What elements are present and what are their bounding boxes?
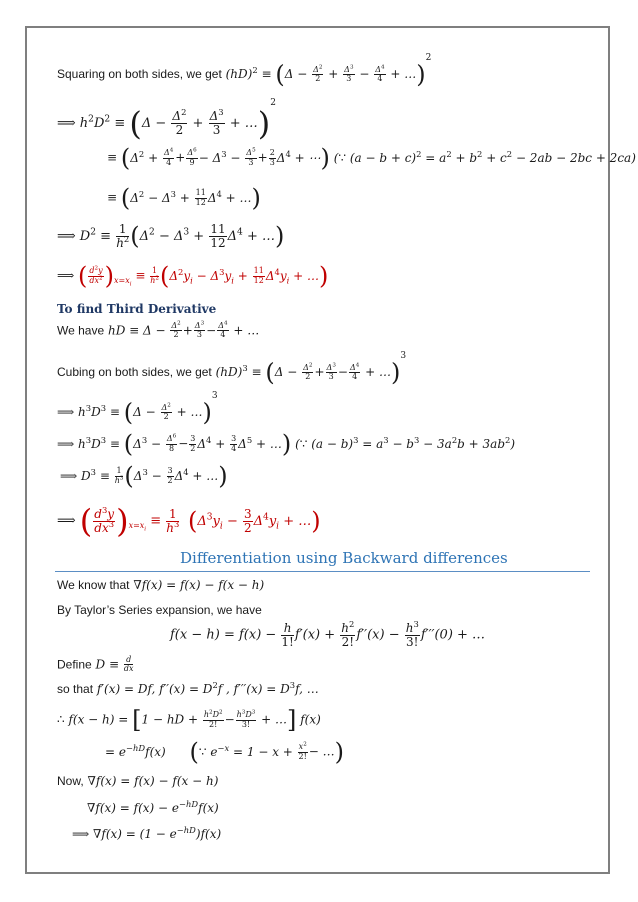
line-cubing: Cubing on both sides, we get (hD)$^3$ ≡ (Δ − $\frac{\Delta^2}{2}$ + $\frac{\Delta^3}{3}$ − $\frac{\Delta^4}{4}$ + …)$^3$ — [57, 351, 407, 387]
line-second-derivative-result: ⟹ ( $\frac{d^2y}{dx^2}$ )$_{x=x_i}$ ≡ $\frac{1}{h^2}$ ($\Delta^2y_i - \Delta^3y_i$ + $\frac{11}{12}$ $\Delta^4y_i$ + …) — [57, 262, 329, 290]
section-heading: Differentiation using Backward differences — [180, 549, 508, 567]
line-h2d2: ⟹ $h^2D^2 \equiv (\Delta$ − $\frac{\Delta^2}{2}$ + $\frac{\Delta^3}{3}$ + …)$^2$ — [57, 98, 276, 143]
line-we-know: We know that ∇f(x) = f(x) − f(x − h) — [57, 578, 265, 592]
line-squaring: Squaring on both sides, we get (hD)$^2$ ≡ (Δ − $\frac{\Delta^2}{2}$ + $\frac{\Delta^3}{3}$ − $\frac{\Delta^4}{4}$ + …)$^2$ — [57, 53, 432, 89]
line-simplified: ≡ ($\Delta^2 - \Delta^3$ + $\frac{11}{12}$ $\Delta^4$ + …) — [107, 184, 261, 212]
line-h3d3-a: ⟹ $h^3D^3 \equiv (\Delta$ − $\frac{\Delta^2}{2}$ + …)$^3$ — [57, 391, 218, 427]
squaring-text: Squaring on both sides, we get — [57, 67, 222, 81]
line-now: Now, ∇f(x) = f(x) − f(x − h) — [57, 774, 219, 788]
line-therefore: ∴ f(x − h) = [1 − hD + $\frac{h^2D^2}{2!}$ − $\frac{h^3D^3}{3!}$ + …] f(x) — [57, 706, 321, 734]
line-nabla-final: ⟹ $\nabla f(x) = (1 - e^{-hD})f(x)$ — [72, 825, 222, 841]
line-we-have: We have hD ≡ Δ − $\frac{\Delta^2}{2}$ + $\frac{\Delta^3}{3}$ − $\frac{\Delta^4}{4}$ + … — [57, 320, 260, 340]
line-d3: ⟹ $D^3$ ≡ $\frac{1}{h^3}$ ($\Delta^3$ − $\frac{3}{2}$ $\Delta^4$ + …) — [60, 462, 228, 490]
heading-rule — [55, 571, 590, 572]
line-third-derivative-result: ⟹ ( $\frac{d^3y}{dx^3}$ )$_{x=x_i}$ ≡ $\frac{1}{h^3}$ ($\Delta^3y_i$ − $\frac{3}{2}$ $\Delta^4y_i$ + …) — [57, 502, 321, 540]
we-have-text: We have — [57, 323, 105, 338]
line-so-that: so that f′(x) = Df, $f''(x) = D^2f$ , $f'''(x) = D^3f$, … — [57, 680, 319, 696]
line-h3d3-b: ⟹ $h^3D^3 \equiv (\Delta^3$ − $\frac{\Delta^6}{8}$ − $\frac{3}{2}$ $\Delta^4$ + $\frac{3}{4}$ $\Delta^5$ + …) (∵ $(a - b)^3 = a^3 - b^3 - 3a^2b + 3ab^2$) — [57, 430, 516, 458]
subheading-third-derivative: To find Third Derivative — [57, 302, 217, 316]
we-know-text: We know that — [57, 578, 130, 592]
define-text: Define — [57, 657, 92, 672]
line-expansion: ≡ ($\Delta^2$ + $\frac{\Delta^4}{4}$ + $\frac{\Delta^6}{9}$ − $\Delta^3$ − $\frac{\Delta^5}{3}$ + $\frac{2}{3}$ $\Delta^4$ + ⋯) (∵ $(a - b + c)^2 = a^2 + b^2 + c^2 - 2ab - 2bc + 2ca$) — [107, 144, 636, 172]
line-exp: = $e^{-hD}f(x)$ (∵ $e^{-x} = 1 - x$ + $\frac{x^2}{2!}$ − …) — [105, 738, 344, 766]
line-nabla-exp: $\nabla f(x) = f(x) - e^{-hD}f(x)$ — [87, 799, 219, 815]
cubing-text: Cubing on both sides, we get — [57, 365, 212, 379]
now-text: Now, — [57, 774, 84, 788]
line-by-taylor: By Taylor’s Series expansion, we have — [57, 603, 262, 617]
line-define: Define D ≡ $\frac{d}{dx}$ — [57, 655, 134, 674]
line-d2: ⟹ $D^2$ ≡ $\frac{1}{h^2}$ ($\Delta^2 - \Delta^3$ + $\frac{11}{12}$ $\Delta^4$ + …) — [57, 222, 285, 251]
line-taylor-expansion: f(x − h) = f(x) − $\frac{h}{1!}$ f′(x) + $\frac{h^2}{2!}$ f′′(x) − $\frac{h^3}{3!}$ f′′′(0) + … — [170, 619, 486, 649]
so-that-text: so that — [57, 682, 94, 696]
